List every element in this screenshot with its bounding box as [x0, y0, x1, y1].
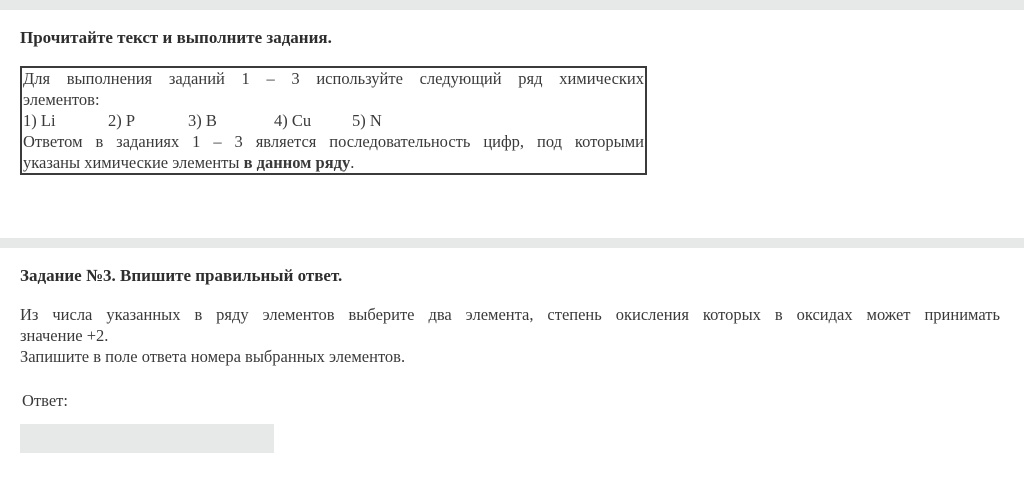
- element-item: 4) Cu: [274, 111, 312, 130]
- info-line-1: Для выполнения заданий 1 – 3 используйте следующий ряд химических: [23, 69, 644, 88]
- info-line-2: элементов:: [23, 90, 100, 109]
- element-item: 5) N: [352, 111, 382, 130]
- info-line-5-suffix: .: [350, 153, 355, 172]
- info-box: [20, 66, 647, 175]
- task-text-line-3: Запишите в поле ответа номера выбранных элементов.: [20, 347, 406, 366]
- element-item: 1) Li: [23, 111, 56, 130]
- task-text: [20, 304, 1000, 367]
- top-divider: [0, 0, 1024, 10]
- answer-label: Ответ:: [22, 391, 68, 410]
- task-section: [20, 266, 1000, 367]
- info-line-5-bold: в данном ряду: [243, 153, 351, 172]
- answer-input[interactable]: [20, 424, 274, 453]
- info-line-4: Ответом в заданиях 1 – 3 является последовательность цифр, под которыми: [23, 132, 644, 151]
- info-line-5: [23, 152, 644, 173]
- info-line-5-prefix: указаны химические элементы: [23, 153, 244, 172]
- element-item: 3) B: [188, 111, 217, 130]
- task-heading: Задание №3. Впишите правильный ответ.: [20, 266, 343, 285]
- intro-section: [20, 28, 1004, 48]
- element-item: 2) P: [108, 111, 136, 130]
- section-divider: [0, 238, 1024, 248]
- elements-row: [23, 110, 644, 131]
- task-text-line-1: Из числа указанных в ряду элементов выберите два элемента, степень окисления которых в оксидах может принимать: [20, 305, 1000, 324]
- task-text-line-2: значение +2.: [20, 326, 109, 345]
- intro-heading: Прочитайте текст и выполните задания.: [20, 28, 332, 47]
